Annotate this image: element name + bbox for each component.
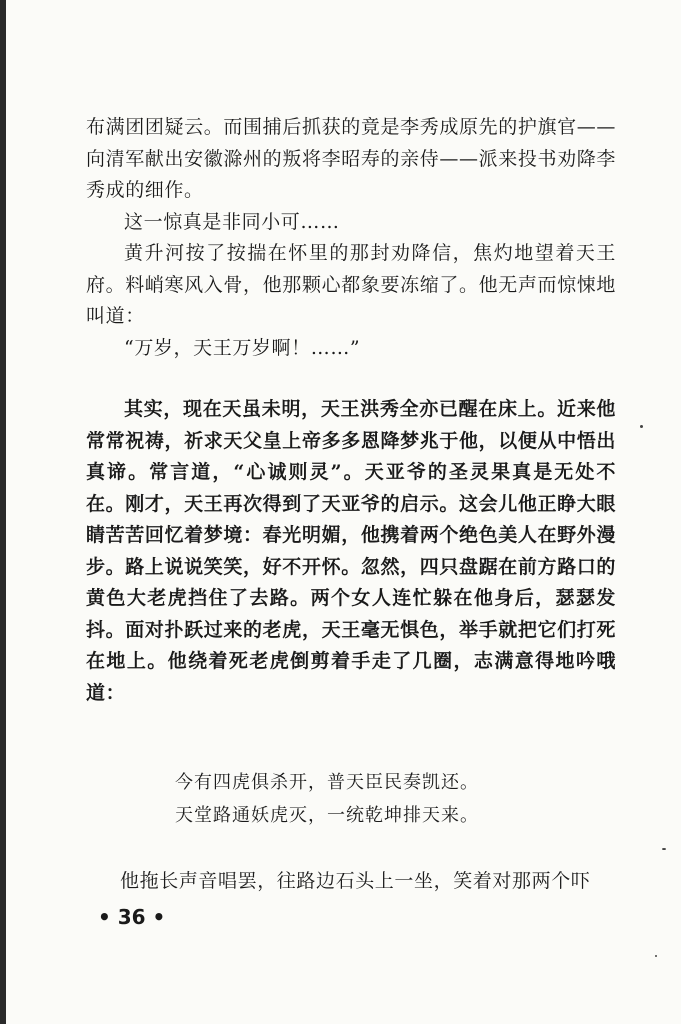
body-text: [86, 112, 616, 709]
page-number: • 36 •: [98, 905, 166, 929]
paragraph-3: 黄升河按了按揣在怀里的那封劝降信，焦灼地望着天王府。料峭寒风入骨，他那颗心都象要冻缩了。他无声而惊悚地叫道：: [86, 242, 616, 327]
paragraph-1: 布满团团疑云。而围捕后抓获的竟是李秀成原先的护旗官——向清军献出安徽滁州的叛将李昭寿的亲侍——派来投书劝降李秀成的细作。: [86, 116, 616, 201]
paragraph-2: 这一惊真是非同小可……: [124, 210, 340, 233]
scan-speck: [655, 955, 657, 957]
poem-line-1: 今有四虎俱杀开，普天臣民奏凯还。: [175, 772, 479, 793]
scan-speck: [640, 425, 643, 428]
paragraph-4: “万岁，天王万岁啊！……”: [124, 336, 361, 359]
section-gap: [86, 364, 616, 394]
scan-speck: [662, 848, 666, 850]
page-binding-edge: [0, 0, 6, 1024]
poem-line-2: 天堂路通妖虎灭，一统乾坤排天来。: [175, 805, 479, 826]
poem: [175, 766, 615, 832]
paragraph-5: 其实，现在天虽未明，天王洪秀全亦已醒在床上。近来他常常祝祷，祈求天父皇上帝多多恩降梦兆于他，以便从中悟出真谛。常言道，“心诚则灵”。天亚爷的圣灵果真是无处不在。刚才，天王再次得到了天亚爷的启示。这会儿他正睁大眼睛苦苦回忆着梦境：春光明媚，他携着两个绝色美人在野外漫步。路上说说笑笑，好不开怀。忽然，四只盘踞在前方路口的黄色大老虎挡住了去路。两个女人连忙躲在他身后，瑟瑟发抖。面对扑跃过来的老虎，天王毫无惧色，举手就把它们打死在地上。他绕着死老虎倒剪着手走了几圈，志满意得地吟哦道：: [86, 398, 616, 704]
closing-line: 他拖长声音唱罢，往路边石头上一坐，笑着对那两个吓: [120, 870, 591, 892]
